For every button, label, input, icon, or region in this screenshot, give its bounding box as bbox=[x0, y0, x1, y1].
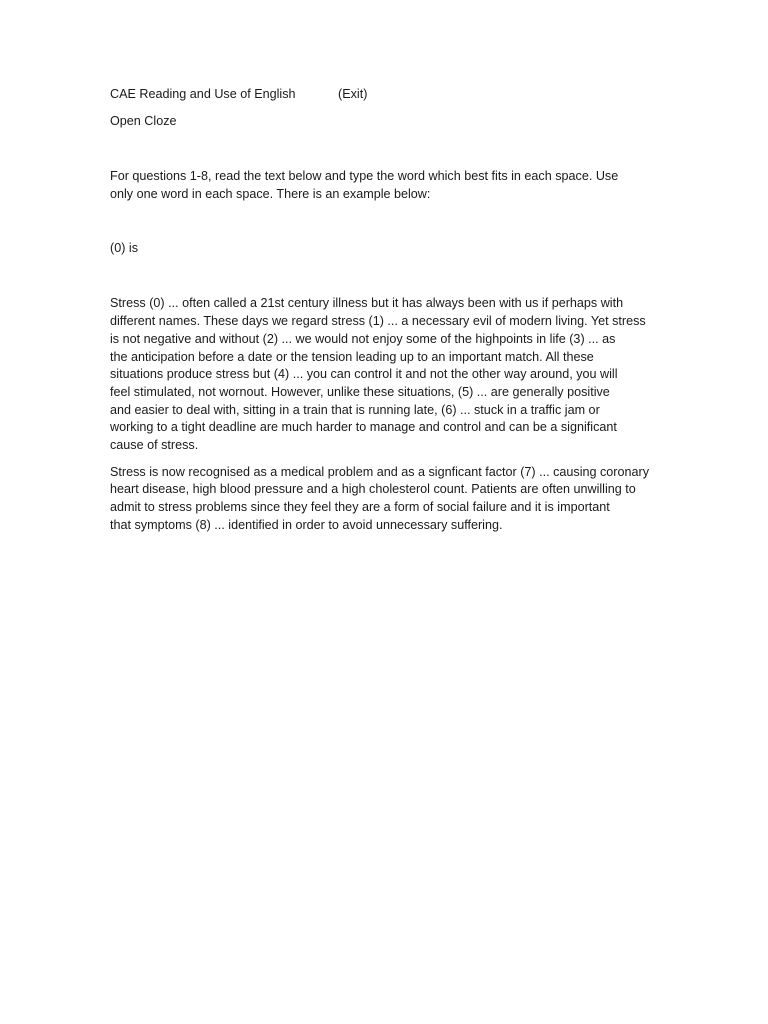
page-title: CAE Reading and Use of English bbox=[110, 87, 296, 101]
exit-link[interactable]: (Exit) bbox=[338, 87, 368, 101]
passage-line: that symptoms (8) ... identified in order to avoid unnecessary suffering. bbox=[110, 517, 503, 532]
instructions bbox=[110, 168, 670, 203]
document-page bbox=[110, 86, 670, 535]
passage-line: admit to stress problems since they feel they are a form of social failure and it is important bbox=[110, 500, 610, 515]
passage-line: Stress is now recognised as a medical problem and as a signficant factor (7) ... causing coronary bbox=[110, 464, 649, 479]
passage-paragraph-1 bbox=[110, 295, 670, 454]
passage-line: is not negative and without (2) ... we would not enjoy some of the highpoints in life (3) ... as bbox=[110, 331, 616, 346]
section-title: Open Cloze bbox=[110, 114, 177, 128]
passage-line: different names. These days we regard stress (1) ... a necessary evil of modern living. Yet stress bbox=[110, 314, 646, 329]
passage-line: working to a tight deadline are much harder to manage and control and can be a significant bbox=[110, 420, 617, 435]
passage-paragraph-2 bbox=[110, 464, 670, 535]
passage-line: heart disease, high blood pressure and a high cholesterol count. Patients are often unwilling to bbox=[110, 482, 636, 497]
passage-line: and easier to deal with, sitting in a train that is running late, (6) ... stuck in a traffic jam or bbox=[110, 402, 600, 417]
header bbox=[110, 86, 670, 104]
passage-line: situations produce stress but (4) ... you can control it and not the other way around, you will bbox=[110, 367, 618, 382]
passage-line: the anticipation before a date or the tension leading up to an important match. All these bbox=[110, 349, 594, 364]
example-answer: (0) is bbox=[110, 241, 138, 256]
passage-line: feel stimulated, not wornout. However, unlike these situations, (5) ... are generally positive bbox=[110, 384, 610, 399]
passage-line: Stress (0) ... often called a 21st century illness but it has always been with us if perhaps with bbox=[110, 296, 624, 311]
instructions-line: For questions 1-8, read the text below and type the word which best fits in each space. Use bbox=[110, 169, 619, 183]
instructions-line: only one word in each space. There is an example below: bbox=[110, 186, 431, 201]
passage-line: cause of stress. bbox=[110, 438, 199, 453]
